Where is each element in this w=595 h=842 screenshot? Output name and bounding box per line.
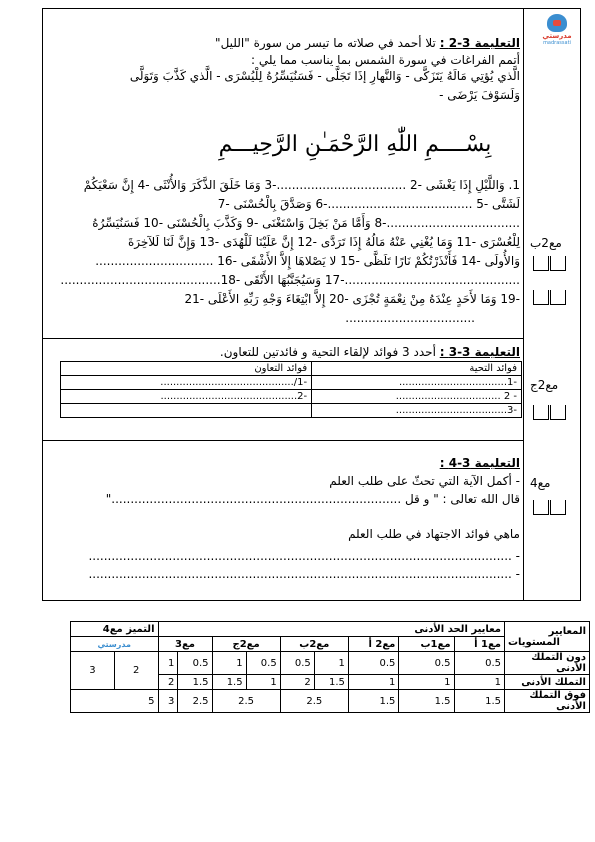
verse-line-3: ...................................-8 وَأَمَّا مَنْ بَخِلَ وَاسْتَغْنَى -9 وَكَذَّبَ بِالْحُسْنَى -10 فَسَنُيَسِّرُهُ [92,216,520,230]
verse-line-2: لَشَتَّى -5 ......................................-6 وَصَدَّقَ بِالْحُسْنَى -7 [217,197,520,211]
verse-line-7: -19 وَمَا لأَحَدٍ عِنْدَهُ مِنْ نِعْمَةٍ تُجْزَى -20 إِلاَّ ابْتِغَاءَ وَجْهِ رَبِّهِ الأَعْلَى -21 [184,292,520,306]
col-m1b: مع1ب [399,637,454,652]
section3-heading: التعليمة 3-4 : [439,456,520,470]
col-m3: مع3 [158,637,212,652]
col-m2c: مع2ج [212,637,280,652]
logo-name: مدرستي [542,32,572,40]
col-m2b: مع2ب [280,637,348,652]
section2-heading: التعليمة 3-3 : أحدد 3 فوائد لإلقاء التحية و فائدتين للتعاون. [219,345,520,359]
greeting-answer-2[interactable]: - 2 ................................. [312,390,522,404]
greeting-answer-3[interactable]: -3................................... [312,404,522,418]
basmala: بِسْــــمِ اللّٰهِ الرَّحْمَـٰنِ الرَّحِيـــمِ [218,132,492,157]
margin-divider [523,8,524,601]
verse-line-4: لِلْعُسْرَى -11 وَمَا يُغْنِي عَنْهُ مَالُهُ إِذَا تَرَدَّى -12 إِنَّ عَلَيْنَا لَلْهُدَى -13 وَإِنَّ لَنَا لَلآخِرَةَ [128,235,520,249]
greeting-answer-1[interactable]: -1.................................. [312,376,522,390]
logo-icon [547,14,567,32]
section3-line-2[interactable]: قال الله تعالى : " و قل ............................................................................" [105,492,520,506]
section-divider-2 [42,440,523,441]
col-m2a: مع2 أ [348,637,398,652]
verse-line-1: 1. وَاللَّيْلِ إِذَا يَغْشَى -2 ..................................-3 وَمَا خَلَقَ الذَّكَرَ وَالأُنْثَى -4 إِنَّ سَعْيَكُمْ [83,178,520,192]
logo-sub: madrassati [543,40,571,46]
table-row: التملك الأدنى 1 1 1 1.5 2 1 1.5 1.5 2 [71,675,590,690]
excellence-logo: مدرستي [71,637,159,652]
section1-choices-1: الَّذي يُؤتِي مَالَهُ يَتَزَكَّى - وَالنَّهارِ إذَا تَجَلَّى - فَسَنُيَسِّرُهُ لِلْيُسْرَى - الَّذي كَذَّبَ وَتَوَلَّى [129,69,520,83]
section1-heading: التعليمة 3-2 : تلا أحمد في صلاته ما تيسر من سورة "الليل" [215,36,520,50]
section1-side-label: مع2ب [530,236,562,250]
section1-choices-2: وَلَسَوْفَ يَرْضَى - [439,88,520,102]
section3-answer-2[interactable]: - ............................................................................................................... [88,567,520,581]
section1-instruction: أتمم الفراغات في سورة الشمس بما يناسب مما يلي : [251,53,520,67]
score-boxes-3 [532,500,566,515]
section-divider-1 [42,338,523,339]
col-greeting-header: فوائد التحية [312,362,522,376]
verse-line-5: وَالأُولَى -14 فَأَنْذَرْتُكُمْ نَارًا تَلَظَّى -15 لا يَصْلاهَا إِلاَّ الأَشْقَى -16 ............................... [95,254,520,268]
col-coop-header: فوائد التعاون [61,362,312,376]
section2-side-label: مع2ج [530,378,559,392]
verse-line-6: ..............................................-17 وَسَيُجَنَّبُهَا الأَتْقَى -18.......................................... [60,273,520,287]
table-row: فوق التملك الأدنى 1.5 1.5 1.5 2.5 2.5 2.5 3 5 [71,690,590,713]
benefits-table [60,361,522,418]
coop-answer-1[interactable]: -1/.......................................... [61,376,312,390]
section3-line-1: - أكمل الآية التي تحثّ على طلب العلم [329,474,520,488]
score-boxes-1a [532,256,566,271]
section3-answer-1[interactable]: - ............................................................................................................... [88,549,520,563]
criteria-corner: المعايير المستويات [505,622,590,652]
score-boxes-2 [532,405,566,420]
madrassati-logo [540,14,574,46]
section3-side-label: مع4 [530,476,551,490]
excellence-header: التميز مع4 [71,622,159,637]
verse-line-8: .................................. [345,311,475,325]
coop-answer-3[interactable] [61,404,312,418]
coop-answer-2[interactable]: -2........................................... [61,390,312,404]
section3-question: ماهي فوائد الاجتهاد في طلب العلم [348,527,520,541]
col-m1a: مع1 أ [454,637,504,652]
score-boxes-1b [532,290,566,305]
min-criteria-header: معايير الحد الأدنى [158,622,505,637]
criteria-table [70,621,590,713]
table-row: دون التملك الأدنى 0.5 0.5 0.5 1 0.5 0.5 1 0.5 1 2 3 [71,652,590,675]
